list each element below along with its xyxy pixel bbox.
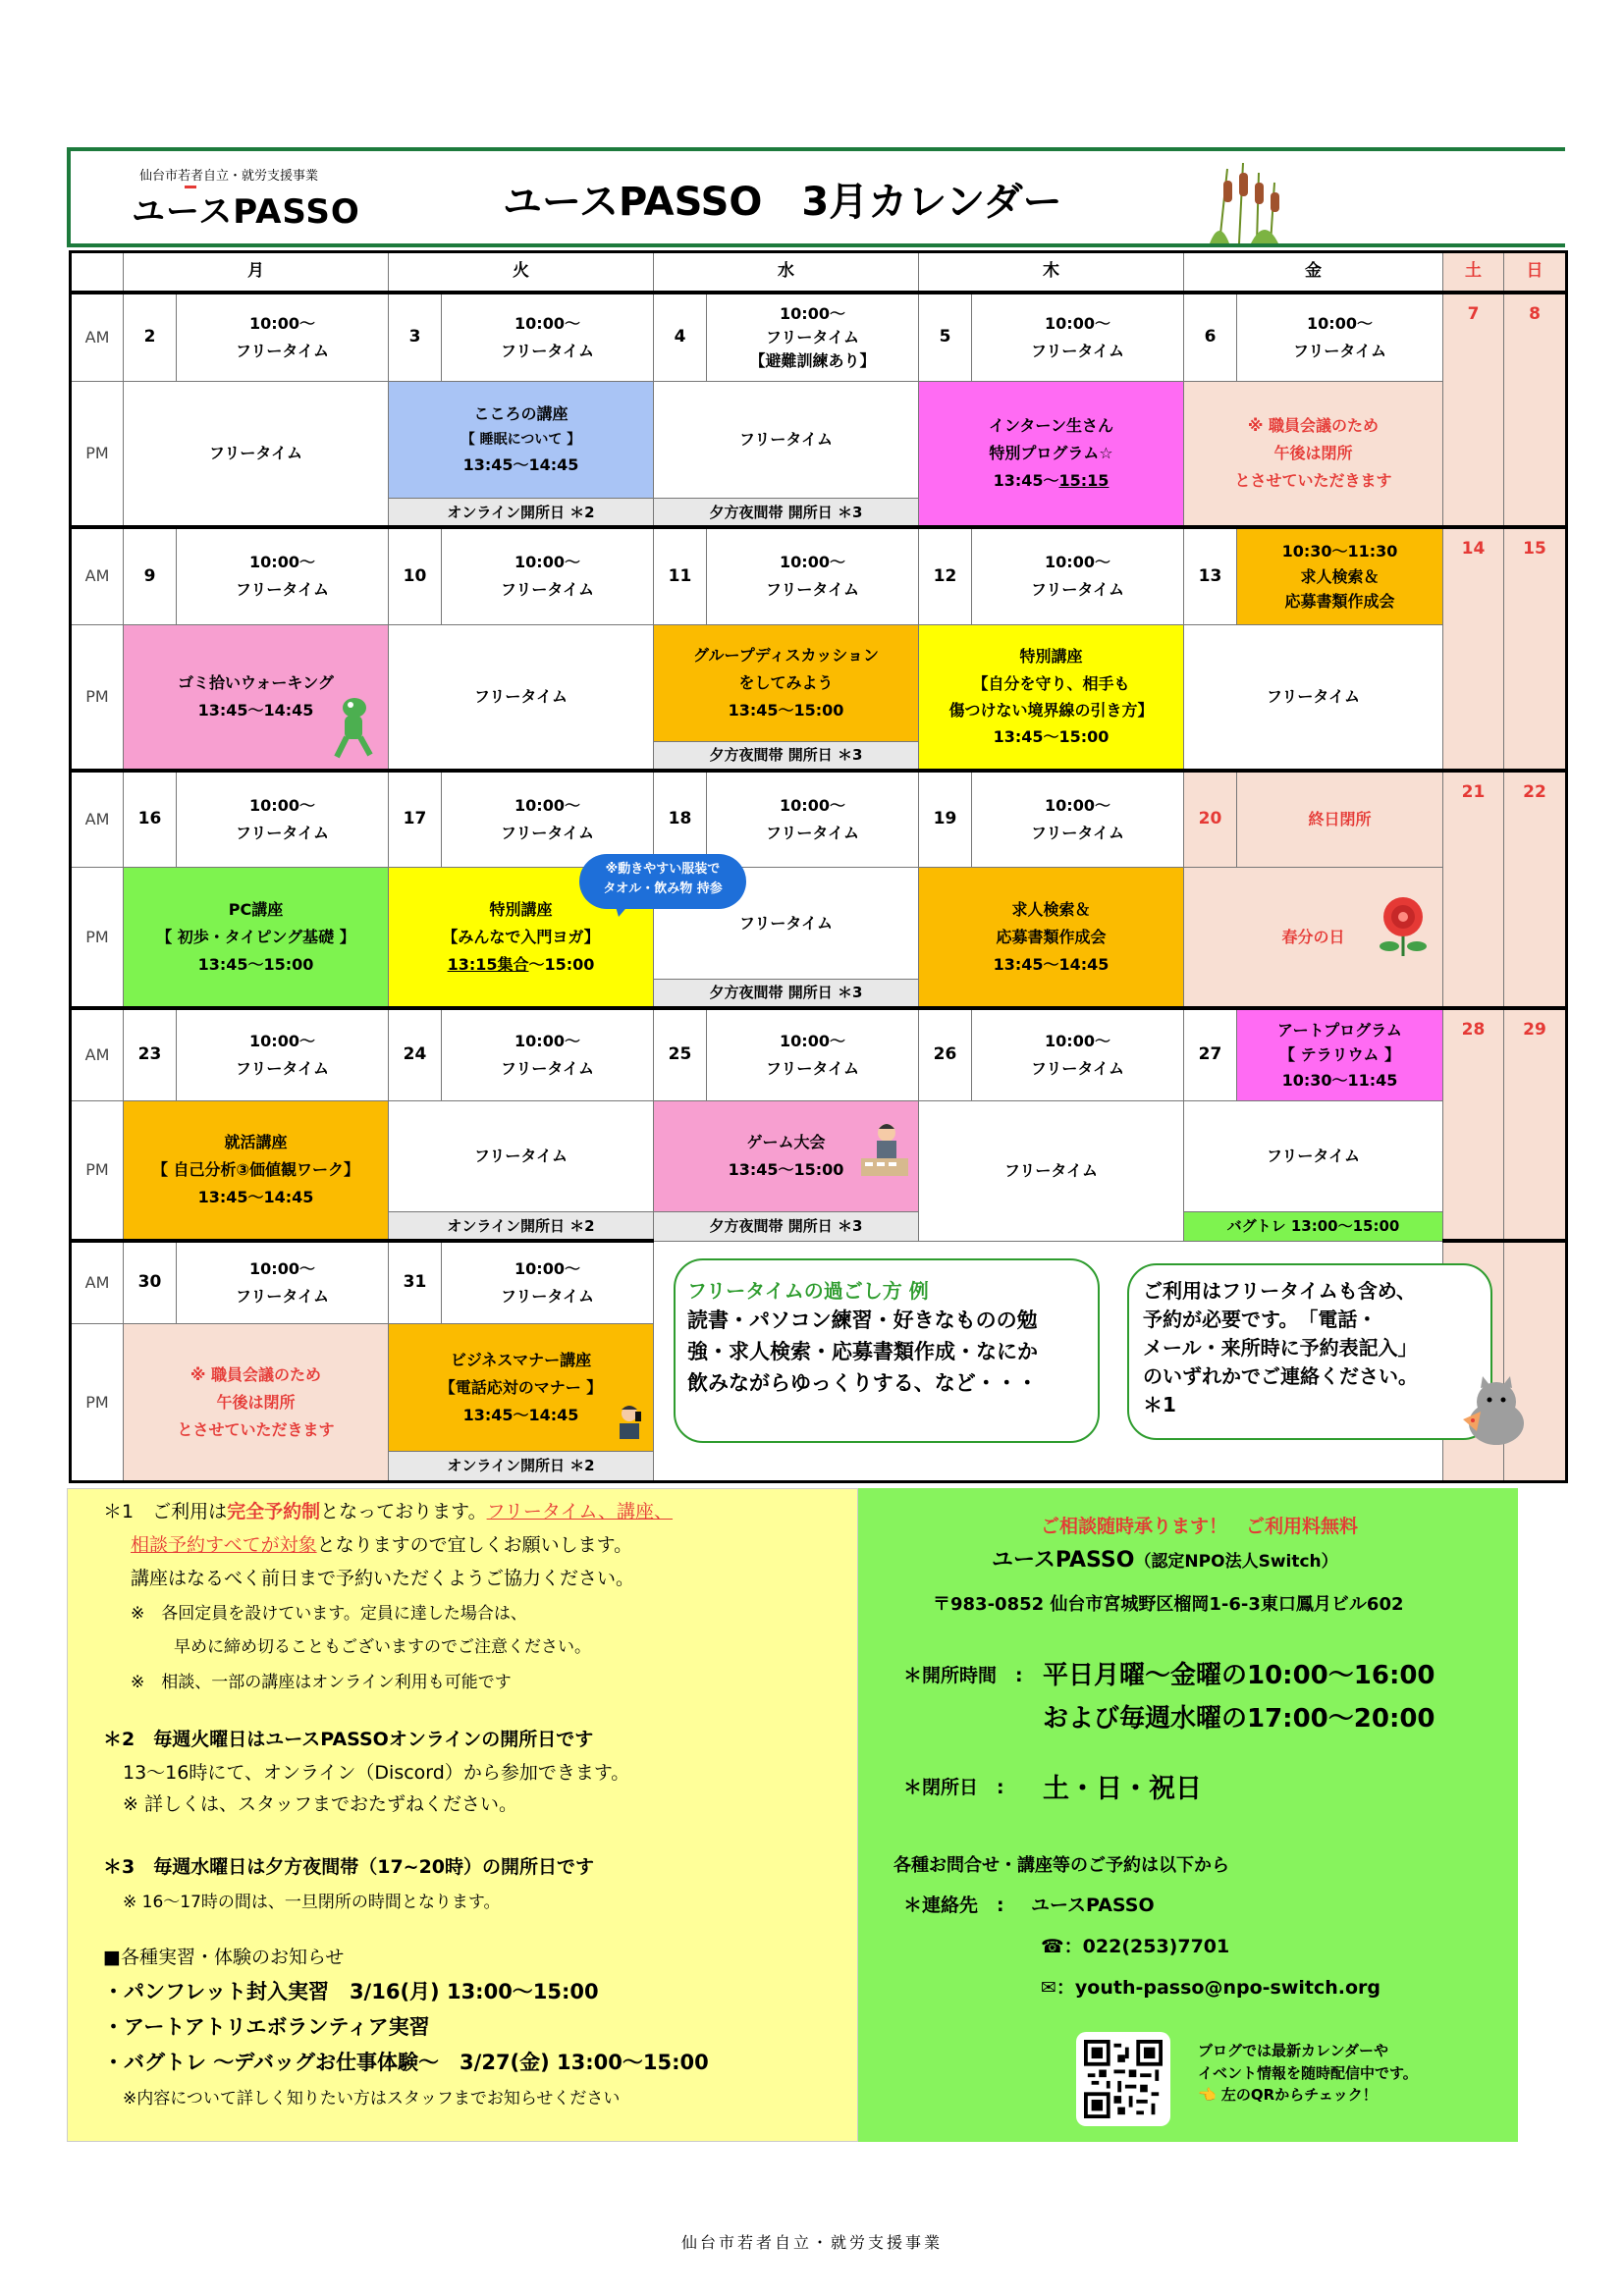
open-hours-weekday: 平日月曜～金曜の10:00～16:00 <box>1043 1661 1435 1690</box>
pm-label: PM <box>71 1324 124 1482</box>
am-label: AM <box>71 293 124 382</box>
date-2: 2 <box>124 293 177 382</box>
slot-mar10-pm: フリータイム <box>389 624 654 771</box>
note-1-sub: ※ 各回定員を設けています。定員に達した場合は、 <box>131 1604 527 1624</box>
training-note: ※内容について詳しく知りたい方はスタッフまでお知らせください <box>123 2089 621 2109</box>
day-header-sat: 土 <box>1443 252 1504 293</box>
note-2-line: ※ 詳しくは、スタッフまでおたずねください。 <box>123 1793 517 1815</box>
closed-days: 土・日・祝日 <box>1043 1774 1202 1804</box>
note-3-heading: ＊3 毎週水曜日は夕方夜間帯（17~20時）の開所日です <box>103 1856 595 1878</box>
date-25: 25 <box>654 1008 707 1101</box>
slot-mar24-am: 10:00～ フリータイム <box>442 1008 654 1101</box>
slot-mar4-am: 10:00～ フリータイム 【避難訓練あり】 <box>707 293 919 382</box>
note-1-line: ＊1 ご利用は完全予約制となっております。フリータイム、講座、 <box>103 1501 674 1522</box>
date-10: 10 <box>389 527 442 624</box>
training-item: ・バグトレ ～デバッグお仕事体験～ 3/27(金) 13:00～15:00 <box>103 2051 709 2074</box>
slot-mar17-am: 10:00～ フリータイム <box>442 771 654 868</box>
qr-code-icon <box>1084 2040 1163 2118</box>
date-24: 24 <box>389 1008 442 1101</box>
date-9: 9 <box>124 527 177 624</box>
slot-mar13-pm: フリータイム <box>1184 624 1443 771</box>
phone-icon: ☎ <box>1041 1936 1064 1957</box>
org-name: ユースPASSO（認定NPO法人Switch） <box>992 1548 1338 1573</box>
freetime-examples-heading: フリータイムの過ごし方 例 <box>687 1279 929 1303</box>
inquiry-text: 各種お問合せ・講座等のご予約は以下から <box>893 1855 1229 1876</box>
closed-label: ＊閉所日 : <box>903 1777 1004 1798</box>
slot-mar16-pm: PC講座 【 初歩・タイピング基礎 】 13:45～15:00 <box>124 868 389 1008</box>
week4-pm-row <box>71 1101 1567 1212</box>
note-1-sub: ※ 相談、一部の講座はオンライン利用も可能です <box>131 1673 512 1692</box>
reservation-line: ご利用はフリータイムも含め、 <box>1143 1279 1416 1303</box>
note-1-line: 講座はなるべく前日まで予約いただくようご協力ください。 <box>131 1568 635 1589</box>
slot-mar20-am: 終日閉所 <box>1237 771 1443 868</box>
slot-mar6-am: 10:00～ フリータイム <box>1237 293 1443 382</box>
game-player-icon <box>857 1121 912 1180</box>
walking-frog-icon <box>327 692 380 761</box>
slot-mar25-am: 10:00～ フリータイム <box>707 1008 919 1101</box>
week2-pm-row <box>71 624 1567 741</box>
slot-mar2-am: 10:00～ フリータイム <box>177 293 389 382</box>
date-18: 18 <box>654 771 707 868</box>
am-label: AM <box>71 1008 124 1101</box>
slot-mar19-am: 10:00～ フリータイム <box>972 771 1184 868</box>
slot-mar5-pm: インターン生さん 特別プログラム☆ 13:45～15:15 <box>919 381 1184 527</box>
date-20: 20 <box>1184 771 1237 868</box>
slot-mar2-pm: フリータイム <box>124 381 389 527</box>
slot-mar13-am: 10:30～11:30 求人検索＆ 応募書類作成会 <box>1237 527 1443 624</box>
logo-subtitle: 仙台市若者自立・就労支援事業 <box>139 169 319 184</box>
logo: ユースPASSO <box>132 192 360 232</box>
evening-open-note: 夕方夜間帯 開所日 ＊3 <box>654 979 919 1008</box>
slot-mar19-pm: 求人検索＆ 応募書類作成会 13:45～14:45 <box>919 868 1184 1008</box>
evening-open-note: 夕方夜間帯 開所日 ＊3 <box>654 742 919 772</box>
page-title: ユースPASSO 3月カレンダー <box>503 180 1062 225</box>
pm-label: PM <box>71 868 124 1008</box>
slot-mar24-pm: フリータイム <box>389 1101 654 1212</box>
slot-mar18-am: 10:00～ フリータイム <box>707 771 919 868</box>
slot-mar23-am: 10:00～ フリータイム <box>177 1008 389 1101</box>
week3-pm-row <box>71 868 1567 979</box>
blog-notice: ブログでは最新カレンダーや イベント情報を随時配信中です。 👈 左のQRからチェック！ <box>1198 2042 1418 2104</box>
slot-mar17-pm: 特別講座 【みんなで入門ヨガ】 13:15集合～15:00 <box>389 868 654 1008</box>
slot-mar4-pm: フリータイム <box>654 381 919 498</box>
cat-pizza-icon <box>1459 1374 1530 1447</box>
slot-mar23-pm: 就活講座 【 自己分析③価値観ワーク】 13:45～14:45 <box>124 1101 389 1242</box>
evening-open-note: 夕方夜間帯 開所日 ＊3 <box>654 1212 919 1242</box>
training-item: ・アートアトリエボランティア実習 <box>103 2015 430 2039</box>
email-row[interactable] <box>1041 1973 1380 2000</box>
online-day-note: オンライン開所日 ＊2 <box>389 499 654 528</box>
email-address[interactable]: ：youth-passo@npo-switch.org <box>1056 1977 1381 1999</box>
training-heading: ■各種実習・体験のお知らせ <box>103 1947 345 1968</box>
pm-label: PM <box>71 381 124 527</box>
date-4: 4 <box>654 293 707 382</box>
flower-icon <box>1374 895 1433 958</box>
slot-mar11-pm: グループディスカッション をしてみよう 13:45～15:00 <box>654 624 919 741</box>
reservation-line: のいずれかでご連絡ください。 <box>1143 1364 1418 1388</box>
date-13: 13 <box>1184 527 1237 624</box>
date-3: 3 <box>389 293 442 382</box>
week3-am-row <box>71 771 1567 868</box>
pm-label: PM <box>71 1101 124 1242</box>
date-27: 27 <box>1184 1008 1237 1101</box>
date-6: 6 <box>1184 293 1237 382</box>
phone-row <box>1041 1932 1229 1958</box>
online-day-note: オンライン開所日 ＊2 <box>389 1452 654 1482</box>
contact-label: ＊連絡先 : <box>903 1895 1004 1916</box>
note-1-sub: 早めに締め切ることもございますのでご注意ください。 <box>174 1637 591 1657</box>
date-22: 22 <box>1504 771 1567 1008</box>
weekday-header-row <box>71 252 1567 293</box>
slot-mar3-pm: こころの講座 【 睡眠について 】 13:45～14:45 <box>389 381 654 498</box>
date-12: 12 <box>919 527 972 624</box>
slot-mar16-am: 10:00～ フリータイム <box>177 771 389 868</box>
contact-panel <box>858 1488 1518 2142</box>
pm-label: PM <box>71 624 124 771</box>
slot-mar9-am: 10:00～ フリータイム <box>177 527 389 624</box>
contact-name: ユースPASSO <box>1031 1895 1155 1916</box>
date-7: 7 <box>1443 293 1504 528</box>
week1-pm-row <box>71 381 1567 498</box>
phone-number: ：022(253)7701 <box>1063 1936 1230 1957</box>
online-day-note: オンライン開所日 ＊2 <box>389 1212 654 1242</box>
week2-am-row <box>71 527 1567 624</box>
freetime-examples-line: 読書・パソコン練習・好きなものの勉 <box>687 1308 1038 1332</box>
open-hours-label: ＊開所時間 : <box>903 1665 1023 1686</box>
slot-mar5-am: 10:00～ フリータイム <box>972 293 1184 382</box>
day-header-wed: 水 <box>654 252 919 293</box>
slot-mar9-pm: ゴミ拾いウォーキング 13:45～14:45 <box>124 624 389 771</box>
note-3-line: ※ 16～17時の間は、一旦閉所の時間となります。 <box>123 1893 501 1912</box>
freetime-examples-line: 強・求人検索・応募書類作成・なにか <box>687 1339 1038 1363</box>
am-label: AM <box>71 527 124 624</box>
bugtre-note: バグトレ 13:00～15:00 <box>1184 1212 1443 1242</box>
qr-code[interactable] <box>1076 2032 1170 2126</box>
slot-mar12-pm: 特別講座 【自分を守り、相手も 傷つけない境界線の引き方】 13:45～15:00 <box>919 624 1184 771</box>
slot-mar31-am: 10:00～ フリータイム <box>442 1241 654 1323</box>
week1-am-row <box>71 293 1567 382</box>
slot-mar27-pm: フリータイム <box>1184 1101 1443 1212</box>
slot-mar6-pm: ※ 職員会議のため 午後は閉所 とさせていただきます <box>1184 381 1443 527</box>
phone-call-person-icon <box>612 1402 647 1441</box>
day-header-fri: 金 <box>1184 252 1443 293</box>
date-17: 17 <box>389 771 442 868</box>
date-26: 26 <box>919 1008 972 1101</box>
date-19: 19 <box>919 771 972 868</box>
day-header-sun: 日 <box>1504 252 1567 293</box>
header-banner <box>67 147 1565 247</box>
date-14: 14 <box>1443 527 1504 771</box>
date-23: 23 <box>124 1008 177 1101</box>
note-2-line: 13～16時にて、オンライン（Discord）から参加できます。 <box>123 1762 630 1784</box>
reservation-notice-box <box>1127 1263 1492 1440</box>
cattail-icon <box>1200 159 1288 243</box>
date-31: 31 <box>389 1241 442 1323</box>
slot-mar30-pm: ※ 職員会議のため 午後は閉所 とさせていただきます <box>124 1324 389 1482</box>
footer-text: 仙台市若者自立・就労支援事業 <box>680 2233 943 2252</box>
slot-mar26-am: 10:00～ フリータイム <box>972 1008 1184 1101</box>
date-30: 30 <box>124 1241 177 1323</box>
free-consult-text: ご相談随時承ります！ ご利用料無料 <box>1041 1516 1359 1537</box>
note-2-heading: ＊2 毎週火曜日はユースPASSOオンラインの開所日です <box>103 1729 594 1750</box>
reservation-line: 予約が必要です。 「電話・ <box>1143 1308 1378 1331</box>
date-16: 16 <box>124 771 177 868</box>
slot-mar30-am: 10:00～ フリータイム <box>177 1241 389 1323</box>
training-item: ・パンフレット封入実習 3/16(月) 13:00～15:00 <box>103 1980 599 2003</box>
slot-mar26-pm: フリータイム <box>919 1101 1184 1242</box>
date-29: 29 <box>1504 1008 1567 1242</box>
date-11: 11 <box>654 527 707 624</box>
day-header-mon: 月 <box>124 252 389 293</box>
address: 〒983-0852 仙台市宮城野区榴岡1-6-3東口鳳月ビル602 <box>933 1594 1404 1615</box>
slot-mar31-pm: ビジネスマナー講座 【電話応対のマナー 】 13:45～14:45 <box>389 1324 654 1452</box>
slot-mar10-am: 10:00～ フリータイム <box>442 527 654 624</box>
slot-mar18-pm: フリータイム <box>654 868 919 979</box>
usage-notes-panel <box>67 1488 858 2142</box>
date-5: 5 <box>919 293 972 382</box>
slot-mar20-pm: 春分の日 <box>1184 868 1443 1008</box>
freetime-examples-box <box>674 1258 1100 1443</box>
date-21: 21 <box>1443 771 1504 1008</box>
freetime-examples-line: 飲みながらゆっくりする、など・・・ <box>687 1370 1038 1395</box>
day-header-thu: 木 <box>919 252 1184 293</box>
date-8: 8 <box>1504 293 1567 528</box>
mail-icon: ✉ <box>1041 1977 1056 1999</box>
note-1-line: 相談予約すべてが対象となりますので宜しくお願いします。 <box>131 1534 633 1556</box>
slot-mar11-am: 10:00～ フリータイム <box>707 527 919 624</box>
reservation-line: ＊1 <box>1143 1393 1176 1416</box>
date-28: 28 <box>1443 1008 1504 1242</box>
slot-mar12-am: 10:00～ フリータイム <box>972 527 1184 624</box>
day-header-tue: 火 <box>389 252 654 293</box>
evening-open-note: 夕方夜間帯 開所日 ＊3 <box>654 499 919 528</box>
am-label: AM <box>71 771 124 868</box>
date-15: 15 <box>1504 527 1567 771</box>
week4-am-row <box>71 1008 1567 1101</box>
slot-mar3-am: 10:00～ フリータイム <box>442 293 654 382</box>
am-label: AM <box>71 1241 124 1323</box>
slot-mar25-pm: ゲーム大会 13:45～15:00 <box>654 1101 919 1212</box>
reservation-line: メール・来所時に予約表記入」 <box>1143 1336 1418 1360</box>
yoga-note-bubble: ※動きやすい服装で タオル・飲み物 持参 <box>579 854 746 909</box>
open-hours-wednesday: および毎週水曜の17:00～20:00 <box>1043 1704 1435 1734</box>
slot-mar27-am: アートプログラム 【 テラリウム 】 10:30～11:45 <box>1237 1008 1443 1101</box>
